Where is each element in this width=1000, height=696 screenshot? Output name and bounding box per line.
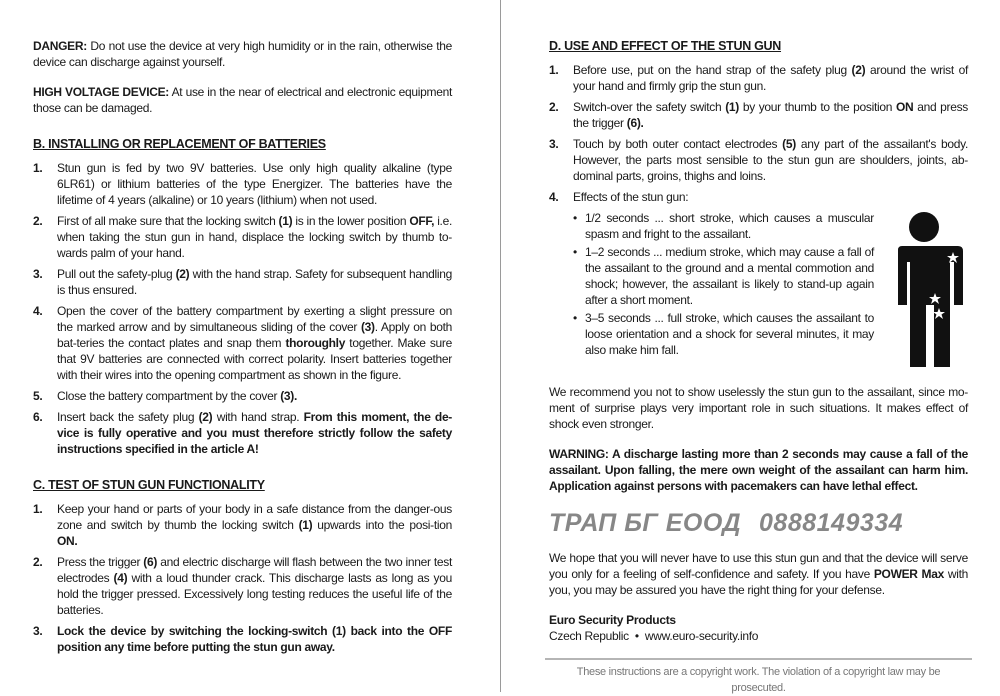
watermark-name: ТРАП БГ ЕООД <box>549 509 742 537</box>
bullet-dot: • <box>573 245 577 259</box>
item-text <box>57 266 452 298</box>
bold-text: (3). <box>280 389 298 403</box>
list-item <box>33 409 452 457</box>
copyright-notice: These instructions are a copyright work. The violation of a copyright law may be prosecuted. <box>576 666 941 694</box>
text-run: and press the trigger <box>573 100 968 130</box>
watermark <box>549 508 968 538</box>
item-text <box>57 303 452 383</box>
item-text <box>573 99 968 131</box>
bold-text: HIGH VOLTAGE DEVICE: <box>33 85 170 99</box>
bold-text: ON. <box>57 534 78 548</box>
list-item <box>33 623 452 655</box>
bold-text: (2) <box>851 63 866 77</box>
effect-text: 3–5 seconds ... full stroke, which causes the assailant to loose orientation and a shock for several minutes, it may also make him fall. <box>585 311 874 357</box>
text-run: Press the trigger <box>57 555 144 569</box>
item-number: 3. <box>33 624 43 638</box>
list-item <box>549 99 968 131</box>
item-number: 1. <box>33 502 43 516</box>
text-run: Close the battery compartment by the cover <box>57 389 281 403</box>
hope-paragraph <box>549 550 968 598</box>
text-run: with hand strap. <box>212 410 304 424</box>
bold-text: (1) <box>278 214 293 228</box>
list-item <box>33 303 452 383</box>
text-run: Touch by both outer contact electrodes <box>573 137 783 151</box>
item-number: 6. <box>33 410 43 424</box>
text-run: together. Make sure that 9V batteries are connected with correct polarity. Insert batteries together with their wires into the opening compartment as shown in the figure. <box>57 336 452 382</box>
text-run: Insert back the safety plug <box>57 410 199 424</box>
recommend-paragraph <box>549 384 968 432</box>
item-text <box>57 409 452 457</box>
text-run: Pull out the safety-plug <box>57 267 176 281</box>
text-run: First of all make sure that the locking switch <box>57 214 279 228</box>
right-page <box>549 38 968 696</box>
danger-paragraph <box>33 38 452 70</box>
effects-list <box>573 210 874 360</box>
bold-text: DANGER: <box>33 39 87 53</box>
company-name: Euro Security Products <box>549 613 676 627</box>
item-number: 4. <box>549 190 559 204</box>
effect-bullet <box>573 244 874 308</box>
bold-text: (1) <box>298 518 313 532</box>
bold-text: (5) <box>782 137 796 151</box>
footer-rule <box>545 658 972 660</box>
list-item <box>549 62 968 94</box>
text-run: with the hand strap. Safety for subsequent handling is thus ensured. <box>57 267 452 297</box>
text-run: Before use, put on the hand strap of the safety plug <box>573 63 852 77</box>
high-voltage-paragraph <box>33 84 452 116</box>
list-item <box>33 213 452 261</box>
list-item <box>33 388 452 404</box>
company-country-website: Czech Republic • www.euro-security.info <box>549 629 759 643</box>
item-number: 2. <box>33 555 43 569</box>
text-run: Effects of the stun gun: <box>573 190 689 204</box>
item-text <box>57 213 452 261</box>
item-text <box>57 388 452 404</box>
item-text <box>573 136 968 184</box>
bold-text: From this moment, the de-vice is fully operative and you must therefore strictly follow the safety instructions specified in the article A! <box>57 410 453 456</box>
item-number: 3. <box>549 137 559 151</box>
effects-row <box>549 210 968 370</box>
item-number: 1. <box>549 63 559 77</box>
effect-text: 1–2 seconds ... medium stroke, which may cause a fall of the assailant to the ground and a mental commotion and shock; however, the assailant is likely to stand-up again after a short moment. <box>585 245 874 307</box>
bold-text: (4) <box>113 571 128 585</box>
bold-text: (6). <box>626 116 644 130</box>
text-run: and electric discharge will flash between the two inner test electrodes <box>57 555 452 585</box>
text-run: Switch-over the safety switch <box>573 100 726 114</box>
bold-text: OFF, <box>409 214 435 228</box>
watermark-phone: 0888149334 <box>759 509 904 537</box>
text-run: . Apply on both bat-teries the contact plates and snap them <box>57 320 452 350</box>
item-text <box>573 62 968 94</box>
bold-text: POWER Max <box>873 567 944 581</box>
section-c-list <box>33 501 452 655</box>
bullet-dot: • <box>573 311 577 325</box>
item-text <box>57 501 452 549</box>
left-page <box>33 38 452 660</box>
section-d-title: D. USE AND EFFECT OF THE STUN GUN <box>549 39 782 53</box>
item-text <box>57 554 452 618</box>
page-divider <box>500 0 501 692</box>
warning-paragraph <box>549 446 968 494</box>
effect-bullet <box>573 310 874 358</box>
text-run: Keep your hand or parts of your body in a safe distance from the danger-ous zone and switch by thumb the locking switch <box>57 502 452 532</box>
bold-text: Lock the device by switching the locking-switch (1) back into the OFF position any time before putting the stun gun away. <box>57 624 452 654</box>
list-item <box>33 160 452 208</box>
text-run: Stun gun is fed by two 9V batteries. Use only high quality alkaline (type 6LR61) or lithium batteries of the type Energizer. The batteries have the lifetime of 4 years (alkaline) or 10 years (lithium) when not used. <box>57 161 452 207</box>
text-run: around the wrist of your hand and firmly grip the stun gun. <box>573 63 968 93</box>
item-number: 2. <box>33 214 43 228</box>
item-number: 2. <box>549 100 559 114</box>
section-b-list <box>33 160 452 457</box>
bullet-dot: • <box>573 211 577 225</box>
effect-bullet <box>573 210 874 242</box>
text-run: Open the cover of the battery compartment by exerting a slight pressure on the marked arrow and by simultaneous sliding of the cover <box>57 304 452 334</box>
item-text <box>573 189 968 205</box>
section-c-title: C. TEST OF STUN GUN FUNCTIONALITY <box>33 478 265 492</box>
text-run: i.e. when taking the stun gun in hand, displace the locking switch by thumb to-wards palm of your hand. <box>57 214 453 260</box>
bold-text: ON <box>895 100 914 114</box>
text-run: any part of the assailant's body. However, the parts most sensible to the stun gun are shoulders, joints, ab-dominal parts, groins, thighs and loins. <box>573 137 968 183</box>
section-b-title: B. INSTALLING OR REPLACEMENT OF BATTERIES <box>33 137 326 151</box>
effect-text: 1/2 seconds ... short stroke, which causes a muscular spasm and fright to the assailant. <box>585 211 874 241</box>
bold-text: (2) <box>175 267 190 281</box>
list-item <box>33 501 452 549</box>
bold-text: (1) <box>725 100 739 114</box>
bold-text: WARNING: A discharge lasting more than 2 seconds may cause a fall of the assailant. Upon falling, the mere own weight of the assailant can harm him. Application against persons with pacemakers can have lethal effect. <box>549 447 968 493</box>
bold-text: thoroughly <box>285 336 346 350</box>
person-with-stars-icon <box>894 210 968 370</box>
list-item <box>33 554 452 618</box>
text-run: with you, you may be assured you have the right thing for your defense. <box>549 567 968 597</box>
list-item <box>33 266 452 298</box>
text-run: is in the lower position <box>292 214 410 228</box>
text-run: We hope that you will never have to use this stun gun and that the device will serve you only for a feeling of self-confidence and safety. If you have <box>549 551 968 581</box>
bold-text: (6) <box>143 555 158 569</box>
text-run: by your thumb to the position <box>739 100 896 114</box>
list-item <box>549 189 968 205</box>
bold-text: (3) <box>360 320 375 334</box>
item-number: 1. <box>33 161 43 175</box>
text-run: upwards into the posi-tion <box>312 518 452 532</box>
item-text <box>57 160 452 208</box>
item-number: 3. <box>33 267 43 281</box>
text-run: Do not use the device at very high humidity or in the rain, otherwise the device can discharge against yourself. <box>33 39 452 69</box>
text-run: We recommend you not to show uselessly the stun gun to the assailant, since mo-ment of surprise plays very important role in such situations. It makes effect of shock even stronger. <box>549 385 968 431</box>
text-run: with a loud thunder crack. This discharge lasts as long as you hold the trigger pressed. Excessively long testing reduces the useful life of the batteries. <box>57 571 452 617</box>
item-text <box>57 623 452 655</box>
bold-text: (2) <box>198 410 213 424</box>
section-d-list <box>549 62 968 205</box>
item-number: 4. <box>33 304 43 318</box>
item-number: 5. <box>33 389 43 403</box>
list-item <box>549 136 968 184</box>
text-run: At use in the near of electrical and electronic equipment those can be damaged. <box>33 85 452 115</box>
